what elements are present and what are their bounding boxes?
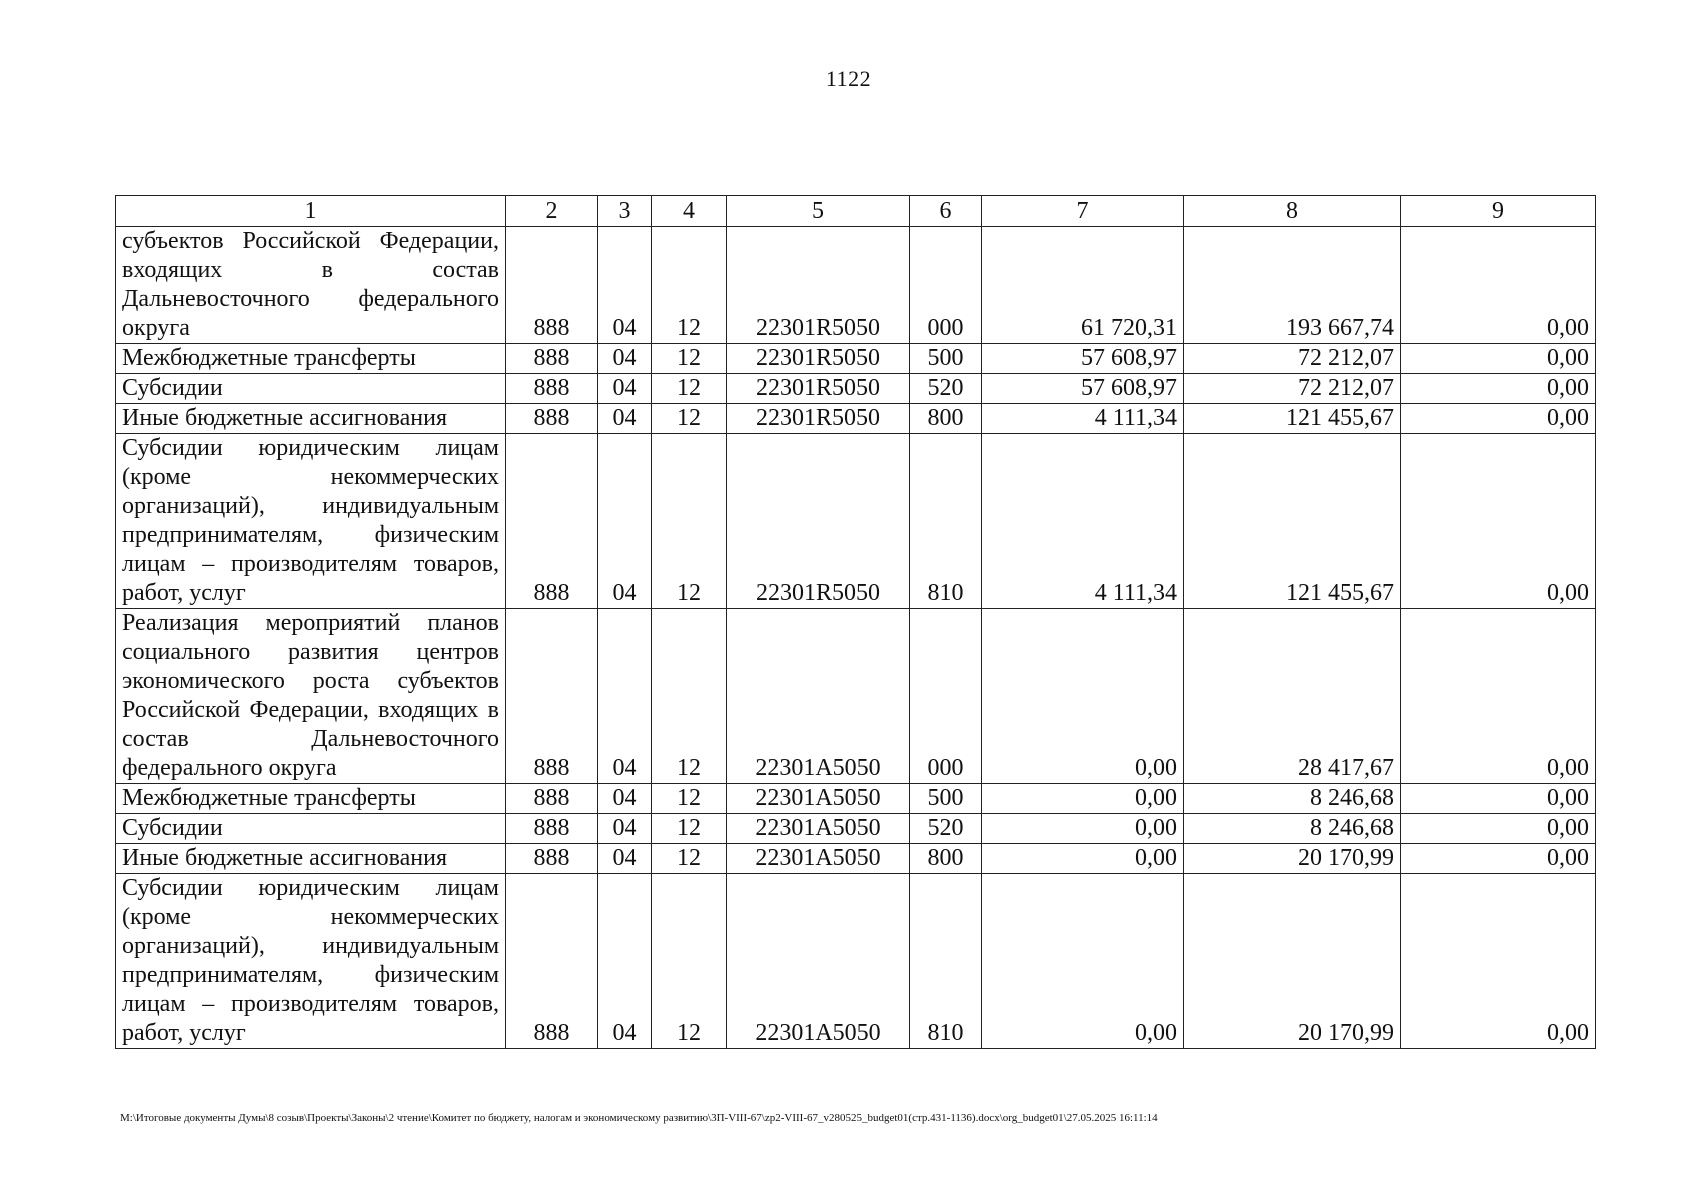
cell-amount-7: 0,00 <box>982 814 1184 844</box>
cell-expense-type: 520 <box>910 814 982 844</box>
cell-amount-9: 0,00 <box>1401 784 1596 814</box>
cell-target-article: 22301A5050 <box>727 784 910 814</box>
cell-ministry: 888 <box>506 609 598 784</box>
cell-amount-7: 4 111,34 <box>982 434 1184 609</box>
table-row <box>116 814 1596 844</box>
cell-amount-9: 0,00 <box>1401 814 1596 844</box>
cell-subsection: 12 <box>652 814 727 844</box>
cell-amount-8: 193 667,74 <box>1184 227 1401 344</box>
header-row <box>116 196 1596 227</box>
cell-subsection: 12 <box>652 609 727 784</box>
table-row <box>116 784 1596 814</box>
cell-target-article: 22301A5050 <box>727 609 910 784</box>
cell-section: 04 <box>598 814 652 844</box>
cell-amount-7: 57 608,97 <box>982 374 1184 404</box>
cell-ministry: 888 <box>506 844 598 874</box>
cell-expense-type: 800 <box>910 844 982 874</box>
cell-amount-8: 72 212,07 <box>1184 344 1401 374</box>
table-row <box>116 344 1596 374</box>
cell-amount-8: 20 170,99 <box>1184 874 1401 1049</box>
cell-amount-7: 0,00 <box>982 784 1184 814</box>
cell-subsection: 12 <box>652 844 727 874</box>
cell-ministry: 888 <box>506 374 598 404</box>
header-col-1: 1 <box>116 196 506 227</box>
row-name: Иные бюджетные ассигнования <box>116 404 506 434</box>
cell-expense-type: 810 <box>910 874 982 1049</box>
budget-table <box>115 195 1596 1049</box>
cell-subsection: 12 <box>652 344 727 374</box>
cell-amount-7: 4 111,34 <box>982 404 1184 434</box>
row-name: Реализация мероприятий планов социального развития центров экономического роста субъектов Российской Федерации, входящих в состав Дальневосточного федерального округа <box>116 609 506 784</box>
cell-target-article: 22301R5050 <box>727 374 910 404</box>
cell-ministry: 888 <box>506 874 598 1049</box>
cell-amount-8: 8 246,68 <box>1184 814 1401 844</box>
row-name: Субсидии юридическим лицам (кроме некоммерческих организаций), индивидуальным предпринимателям, физическим лицам – производителям товаров, работ, услуг <box>116 874 506 1049</box>
cell-amount-8: 20 170,99 <box>1184 844 1401 874</box>
row-name: Иные бюджетные ассигнования <box>116 844 506 874</box>
cell-ministry: 888 <box>506 404 598 434</box>
cell-section: 04 <box>598 374 652 404</box>
cell-expense-type: 000 <box>910 227 982 344</box>
cell-section: 04 <box>598 344 652 374</box>
table-row <box>116 434 1596 609</box>
header-col-3: 3 <box>598 196 652 227</box>
table-row <box>116 227 1596 344</box>
table-row <box>116 609 1596 784</box>
cell-amount-8: 121 455,67 <box>1184 434 1401 609</box>
cell-amount-7: 0,00 <box>982 874 1184 1049</box>
cell-amount-7: 0,00 <box>982 844 1184 874</box>
header-col-4: 4 <box>652 196 727 227</box>
cell-target-article: 22301R5050 <box>727 404 910 434</box>
cell-amount-9: 0,00 <box>1401 227 1596 344</box>
header-col-2: 2 <box>506 196 598 227</box>
cell-amount-8: 121 455,67 <box>1184 404 1401 434</box>
cell-target-article: 22301A5050 <box>727 814 910 844</box>
cell-expense-type: 500 <box>910 344 982 374</box>
row-name: Субсидии юридическим лицам (кроме некоммерческих организаций), индивидуальным предпринимателям, физическим лицам – производителям товаров, работ, услуг <box>116 434 506 609</box>
cell-expense-type: 000 <box>910 609 982 784</box>
cell-subsection: 12 <box>652 874 727 1049</box>
page-number: 1122 <box>825 66 872 91</box>
cell-expense-type: 520 <box>910 374 982 404</box>
cell-subsection: 12 <box>652 434 727 609</box>
cell-subsection: 12 <box>652 374 727 404</box>
row-name: субъектов Российской Федерации, входящих в состав Дальневосточного федерального округа <box>116 227 506 344</box>
cell-section: 04 <box>598 227 652 344</box>
cell-target-article: 22301A5050 <box>727 874 910 1049</box>
footer-file-path: М:\Итоговые документы Думы\8 созыв\Проекты\Законы\2 чтение\Комитет по бюджету, налогам и экономическому развитию\3П-VIII-67\zp2-VIII-67_v280525_budget01(стр.431-1136).docx\org_budget01\27.05.2025 16:11:14 <box>120 1112 1158 1124</box>
table-row <box>116 404 1596 434</box>
header-col-8: 8 <box>1184 196 1401 227</box>
cell-amount-7: 0,00 <box>982 609 1184 784</box>
cell-section: 04 <box>598 784 652 814</box>
table-row <box>116 844 1596 874</box>
cell-amount-9: 0,00 <box>1401 344 1596 374</box>
cell-target-article: 22301A5050 <box>727 844 910 874</box>
cell-ministry: 888 <box>506 784 598 814</box>
row-name: Субсидии <box>116 814 506 844</box>
cell-expense-type: 500 <box>910 784 982 814</box>
row-name: Субсидии <box>116 374 506 404</box>
cell-subsection: 12 <box>652 404 727 434</box>
cell-ministry: 888 <box>506 814 598 844</box>
cell-target-article: 22301R5050 <box>727 344 910 374</box>
cell-section: 04 <box>598 844 652 874</box>
cell-amount-8: 8 246,68 <box>1184 784 1401 814</box>
row-name: Межбюджетные трансферты <box>116 784 506 814</box>
cell-amount-9: 0,00 <box>1401 434 1596 609</box>
cell-subsection: 12 <box>652 784 727 814</box>
table-row <box>116 374 1596 404</box>
cell-amount-7: 57 608,97 <box>982 344 1184 374</box>
header-col-5: 5 <box>727 196 910 227</box>
cell-ministry: 888 <box>506 434 598 609</box>
cell-amount-9: 0,00 <box>1401 404 1596 434</box>
cell-ministry: 888 <box>506 227 598 344</box>
row-name: Межбюджетные трансферты <box>116 344 506 374</box>
cell-amount-8: 28 417,67 <box>1184 609 1401 784</box>
cell-amount-9: 0,00 <box>1401 844 1596 874</box>
cell-section: 04 <box>598 434 652 609</box>
cell-expense-type: 800 <box>910 404 982 434</box>
cell-amount-8: 72 212,07 <box>1184 374 1401 404</box>
cell-amount-9: 0,00 <box>1401 374 1596 404</box>
cell-amount-9: 0,00 <box>1401 609 1596 784</box>
cell-amount-7: 61 720,31 <box>982 227 1184 344</box>
cell-section: 04 <box>598 874 652 1049</box>
cell-amount-9: 0,00 <box>1401 874 1596 1049</box>
cell-target-article: 22301R5050 <box>727 227 910 344</box>
header-col-6: 6 <box>910 196 982 227</box>
cell-expense-type: 810 <box>910 434 982 609</box>
cell-subsection: 12 <box>652 227 727 344</box>
header-col-9: 9 <box>1401 196 1596 227</box>
cell-section: 04 <box>598 609 652 784</box>
cell-target-article: 22301R5050 <box>727 434 910 609</box>
header-col-7: 7 <box>982 196 1184 227</box>
table-row <box>116 874 1596 1049</box>
cell-ministry: 888 <box>506 344 598 374</box>
cell-section: 04 <box>598 404 652 434</box>
